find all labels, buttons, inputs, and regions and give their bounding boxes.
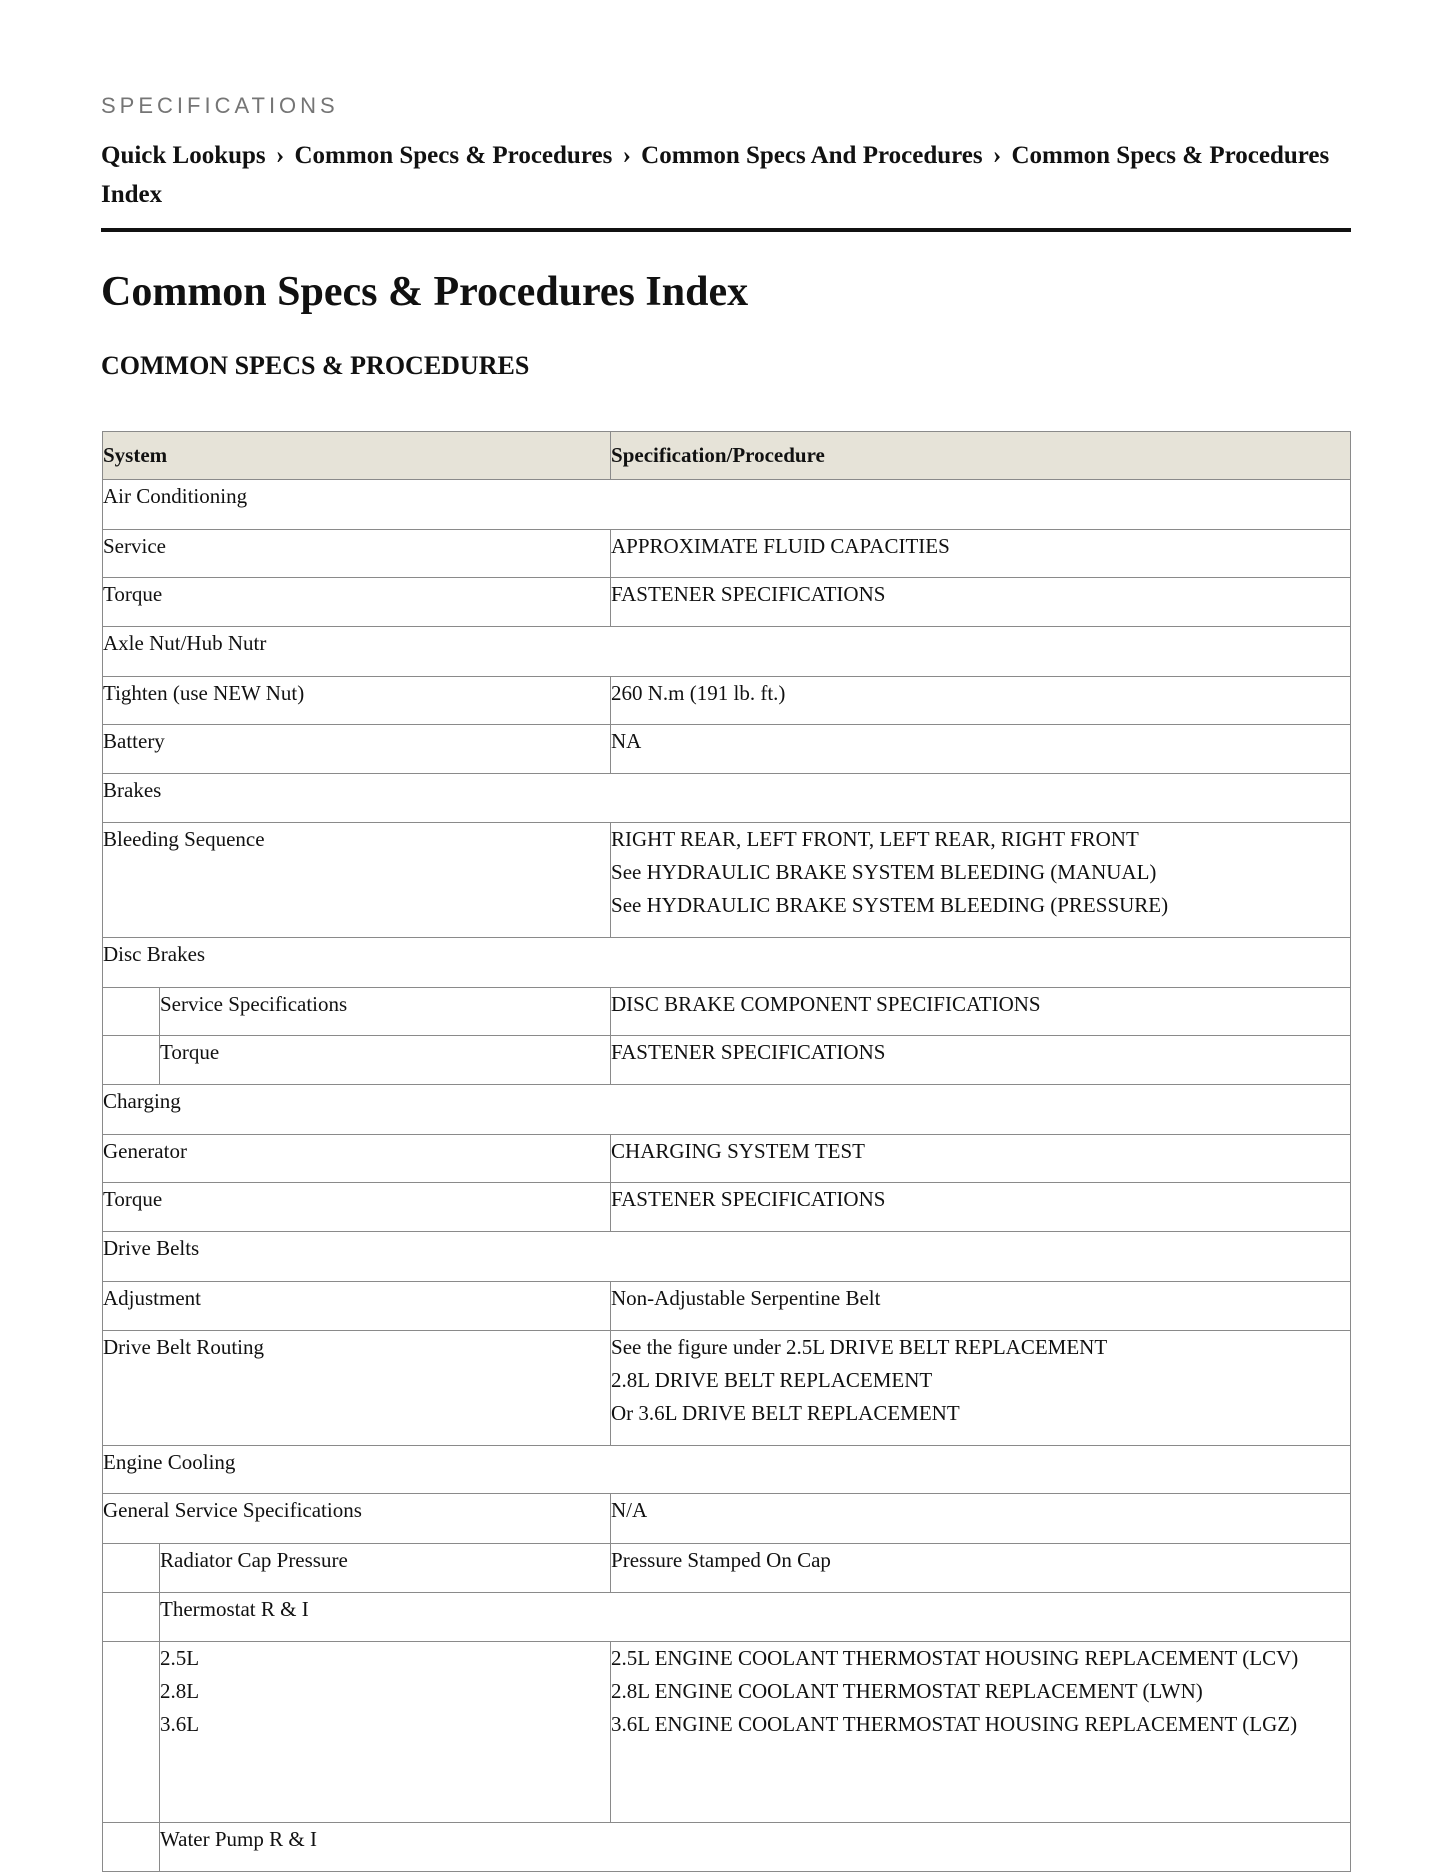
engine-variant: 2.5L [160, 1646, 200, 1670]
indent-cell [103, 1823, 160, 1872]
system-item: Torque [103, 578, 611, 627]
table-row [103, 1282, 1351, 1331]
table-row [103, 1446, 1351, 1494]
spec-link[interactable]: FASTENER SPECIFICATIONS [611, 1036, 1351, 1085]
system-subcategory: Disc Brakes [103, 938, 1351, 988]
spec-value: 260 N.m (191 lb. ft.) [611, 677, 1351, 725]
system-item: Adjustment [103, 1282, 611, 1331]
table-row [103, 1823, 1351, 1872]
table-row [103, 1494, 1351, 1544]
spec-link[interactable]: Or 3.6L DRIVE BELT REPLACEMENT [611, 1401, 960, 1425]
table-row [103, 1135, 1351, 1183]
indent-cell [103, 988, 160, 1036]
header-divider [101, 228, 1351, 232]
breadcrumb-separator: › [622, 142, 631, 169]
system-item: Drive Belt Routing [103, 1331, 611, 1446]
table-row [103, 1642, 1351, 1823]
indent-cell [103, 1036, 160, 1085]
system-subcategory: Water Pump R & I [160, 1823, 1351, 1872]
table-row [103, 1232, 1351, 1282]
spec-link[interactable]: 3.6L ENGINE COOLANT THERMOSTAT HOUSING REPLACEMENT (LGZ) [611, 1712, 1298, 1736]
spec-value: RIGHT REAR, LEFT FRONT, LEFT REAR, RIGHT FRONT [611, 827, 1139, 851]
system-category: Battery [103, 725, 611, 774]
system-category: Charging [103, 1085, 1351, 1135]
spec-value: NA [611, 725, 1351, 774]
spec-link[interactable]: DISC BRAKE COMPONENT SPECIFICATIONS [611, 988, 1351, 1036]
spec-link[interactable]: FASTENER SPECIFICATIONS [611, 578, 1351, 627]
system-category: Drive Belts [103, 1232, 1351, 1282]
table-row [103, 1544, 1351, 1593]
engine-variant: 2.8L [160, 1679, 200, 1703]
spec-link[interactable]: APPROXIMATE FLUID CAPACITIES [611, 530, 1351, 578]
column-header-system: System [103, 432, 611, 480]
system-item: General Service Specifications [103, 1494, 611, 1544]
table-row [103, 725, 1351, 774]
table-row [103, 677, 1351, 725]
table-header-row [103, 432, 1351, 480]
spec-multiline [611, 823, 1351, 938]
spec-link[interactable]: CHARGING SYSTEM TEST [611, 1135, 1351, 1183]
breadcrumb-item-common-specs-and-procedures[interactable]: Common Specs And Procedures [641, 142, 983, 169]
system-item: Radiator Cap Pressure [160, 1544, 611, 1593]
column-header-spec: Specification/Procedure [611, 432, 1351, 480]
breadcrumb-item-quick-lookups[interactable]: Quick Lookups [101, 142, 266, 169]
indent-cell [103, 1642, 160, 1823]
spec-value: Pressure Stamped On Cap [611, 1544, 1351, 1593]
spec-link[interactable]: FASTENER SPECIFICATIONS [611, 1183, 1351, 1232]
page-title: Common Specs & Procedures Index [101, 269, 749, 315]
page-subtitle: COMMON SPECS & PROCEDURES [101, 351, 530, 380]
spec-multiline [611, 1642, 1351, 1823]
table-row [103, 938, 1351, 988]
system-item: Bleeding Sequence [103, 823, 611, 938]
spec-link[interactable]: See HYDRAULIC BRAKE SYSTEM BLEEDING (MANUAL) [611, 860, 1157, 884]
indent-cell [103, 1593, 160, 1642]
engine-variant: 3.6L [160, 1712, 200, 1736]
table-row [103, 1085, 1351, 1135]
spec-link[interactable]: 2.8L DRIVE BELT REPLACEMENT [611, 1368, 933, 1392]
indent-cell [103, 1544, 160, 1593]
specs-table [102, 431, 1351, 1872]
spec-multiline [611, 1331, 1351, 1446]
system-item: Service Specifications [160, 988, 611, 1036]
system-item: Generator [103, 1135, 611, 1183]
breadcrumb-item-current: Common Specs & Procedures Index [101, 142, 1330, 208]
table-row [103, 823, 1351, 938]
system-subcategory: Thermostat R & I [160, 1593, 1351, 1642]
spec-link[interactable]: See the figure under 2.5L DRIVE BELT REPLACEMENT [611, 1335, 1108, 1359]
system-category: Axle Nut/Hub Nutr [103, 627, 1351, 677]
spec-link[interactable]: See HYDRAULIC BRAKE SYSTEM BLEEDING (PRESSURE) [611, 893, 1169, 917]
breadcrumb-separator: › [992, 142, 1002, 169]
table-row [103, 578, 1351, 627]
table-row [103, 1183, 1351, 1232]
breadcrumb-separator: › [275, 142, 285, 169]
section-label: SPECIFICATIONS [101, 93, 339, 118]
table-row [103, 1593, 1351, 1642]
spec-link[interactable]: 2.5L ENGINE COOLANT THERMOSTAT HOUSING REPLACEMENT (LCV) [611, 1646, 1299, 1670]
system-item: Torque [160, 1036, 611, 1085]
table-row [103, 627, 1351, 677]
system-item: Tighten (use NEW Nut) [103, 677, 611, 725]
table-row [103, 1036, 1351, 1085]
table-row [103, 1331, 1351, 1446]
system-category: Brakes [103, 774, 1351, 823]
table-row [103, 774, 1351, 823]
breadcrumb [101, 136, 1351, 214]
spec-value: N/A [611, 1494, 1351, 1544]
system-category: Air Conditioning [103, 480, 1351, 530]
engine-list [160, 1642, 611, 1823]
table-row [103, 988, 1351, 1036]
breadcrumb-item-common-specs-procedures[interactable]: Common Specs & Procedures [294, 142, 613, 169]
table-row [103, 480, 1351, 530]
table-row [103, 530, 1351, 578]
spec-value: Non-Adjustable Serpentine Belt [611, 1282, 1351, 1331]
system-item: Torque [103, 1183, 611, 1232]
system-category: Engine Cooling [103, 1446, 1351, 1494]
spec-link[interactable]: 2.8L ENGINE COOLANT THERMOSTAT REPLACEMENT (LWN) [611, 1679, 1203, 1703]
system-item: Service [103, 530, 611, 578]
